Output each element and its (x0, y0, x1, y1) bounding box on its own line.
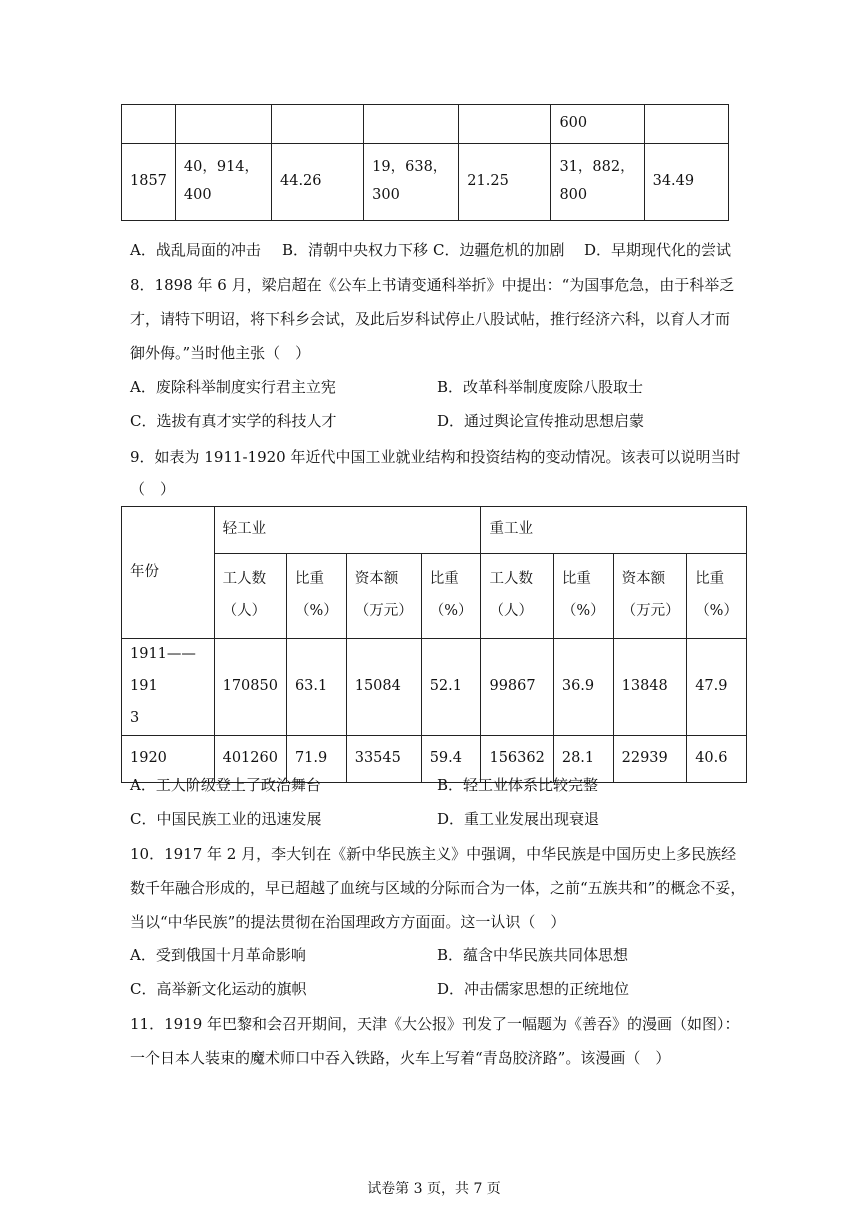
cell-line: （%） (429, 603, 473, 619)
cell-line: 资本额 (354, 571, 399, 588)
cell-line: 3 (130, 709, 140, 726)
q8-stem-line: 8．1898 年 6 月，梁启超在《公车上书请变通科举折》中提出：“为国事危急，由于科举乏 (130, 276, 735, 294)
table-cell (272, 105, 364, 144)
cell-line: 比重 (561, 571, 591, 588)
table-cell: 47.9 (687, 639, 747, 736)
cell-line: 比重 (695, 571, 725, 588)
table-cell (175, 105, 271, 144)
table-cell: 34.49 (644, 144, 728, 221)
q7-option-a[interactable]: A．战乱局面的冲击 (130, 241, 261, 259)
population-table (121, 104, 729, 221)
table-cell: 19，638，300 (364, 144, 459, 221)
table-cell (346, 554, 421, 639)
q9-stem-line: （ ） (130, 480, 176, 498)
q8-stem-line: 御外侮。”当时他主张（ ） (130, 344, 311, 362)
table-row (122, 554, 747, 639)
cell-line: 1911——191 (130, 646, 196, 694)
light-industry-header: 轻工业 (214, 507, 481, 554)
q8-option-b[interactable]: B．改革科举制度废除八股取士 (437, 378, 644, 396)
cell-line: （人） (489, 603, 533, 619)
table-cell (553, 554, 613, 639)
table-cell (286, 554, 346, 639)
q7-option-d[interactable]: D．早期现代化的尝试 (584, 241, 732, 259)
q11-stem-line: 一个日本人装束的魔术师口中吞入铁路，火车上写着“青岛胶济路”。该漫画（ ） (130, 1049, 671, 1067)
table-row (122, 105, 729, 144)
table-cell (551, 144, 644, 221)
table-row (122, 639, 747, 736)
table-cell: 52.1 (421, 639, 481, 736)
q10-option-a[interactable]: A．受到俄国十月革命影响 (130, 946, 306, 964)
cell-line: 资本额 (621, 571, 666, 588)
year-cell: 1920 (122, 735, 215, 782)
q9-option-b[interactable]: B．轻工业体系比较完整 (437, 776, 599, 794)
cell-line: 比重 (294, 571, 324, 588)
table-cell (214, 554, 286, 639)
table-cell (644, 105, 728, 144)
table-cell (364, 105, 459, 144)
table-cell: 40.6 (687, 735, 747, 782)
table-cell (613, 554, 687, 639)
page-footer: 试卷第 3 页，共 7 页 (367, 1181, 501, 1197)
table-cell: 59.4 (421, 735, 481, 782)
cell-line: 工人数 (222, 571, 267, 588)
table-cell: 36.9 (553, 639, 613, 736)
heavy-industry-header: 重工业 (481, 507, 747, 554)
table-cell: 156362 (481, 735, 553, 782)
table-cell: 21.25 (459, 144, 551, 221)
table-cell (421, 554, 481, 639)
cell-line: （%） (294, 603, 338, 619)
table-cell: 71.9 (286, 735, 346, 782)
cell-line: （%） (561, 603, 605, 619)
q10-option-d[interactable]: D．冲击儒家思想的正统地位 (437, 980, 630, 998)
q10-stem-line: 10．1917 年 2 月，李大钊在《新中华民族主义》中强调，中华民族是中国历史上多民族经 (130, 845, 737, 863)
cell-line: 31，882， (559, 159, 635, 176)
cell-line: 800 (559, 187, 588, 203)
table-cell: 170850 (214, 639, 286, 736)
q9-option-d[interactable]: D．重工业发展出现衰退 (437, 810, 600, 828)
q9-option-a[interactable]: A．工人阶级登上了政治舞台 (130, 776, 321, 794)
table-cell (122, 105, 176, 144)
table-cell (459, 105, 551, 144)
q9-option-c[interactable]: C．中国民族工业的迅速发展 (130, 810, 322, 828)
year-header-cell: 年份 (122, 507, 215, 639)
industry-table (121, 506, 747, 783)
table-row (122, 144, 729, 221)
table-cell: 40，914，400 (175, 144, 271, 221)
table-cell: 33545 (346, 735, 421, 782)
q7-option-b[interactable]: B．清朝中央权力下移 (282, 241, 429, 259)
table-cell: 44.26 (272, 144, 364, 221)
q7-option-c[interactable]: C．边疆危机的加剧 (433, 241, 565, 259)
q8-option-d[interactable]: D．通过舆论宣传推动思想启蒙 (437, 412, 645, 430)
cell-line: （万元） (621, 603, 680, 619)
q8-stem-line: 才，请特下明诏，将下科乡会试，及此后岁科试停止八股试帖，推行经济六科，以育人才而 (130, 310, 731, 328)
table-cell: 28.1 (553, 735, 613, 782)
year-cell (122, 639, 215, 736)
table-cell: 63.1 (286, 639, 346, 736)
table-cell: 13848 (613, 639, 687, 736)
q8-option-c[interactable]: C．选拔有真才实学的科技人才 (130, 412, 337, 430)
table-cell: 99867 (481, 639, 553, 736)
q9-stem-line: 9．如表为 1911-1920 年近代中国工业就业结构和投资结构的变动情况。该表可以说明当时 (130, 448, 741, 466)
cell-line: 比重 (429, 571, 459, 588)
table-cell: 600 (551, 105, 644, 144)
table-row (122, 507, 747, 554)
q8-option-a[interactable]: A．废除科举制度实行君主立宪 (130, 378, 336, 396)
q10-stem-line: 数千年融合形成的，早已超越了血统与区域的分际而合为一体，之前“五族共和”的概念不妥， (130, 879, 746, 897)
table-cell (687, 554, 747, 639)
cell-line: （%） (695, 603, 738, 619)
table-cell: 1857 (122, 144, 176, 221)
q10-option-c[interactable]: C．高举新文化运动的旗帜 (130, 980, 307, 998)
table-cell: 15084 (346, 639, 421, 736)
cell-line: （万元） (354, 603, 413, 619)
q10-stem-line: 当以“中华民族”的提法贯彻在治国理政方方面面。这一认识（ ） (130, 913, 566, 931)
cell-line: 工人数 (489, 571, 533, 588)
table-cell: 401260 (214, 735, 286, 782)
table-cell (481, 554, 553, 639)
q10-option-b[interactable]: B．蕴含中华民族共同体思想 (437, 946, 629, 964)
table-cell: 22939 (613, 735, 687, 782)
cell-line: （人） (222, 603, 267, 619)
q11-stem-line: 11．1919 年巴黎和会召开期间，天津《大公报》刊发了一幅题为《善吞》的漫画（如图）： (130, 1015, 740, 1033)
